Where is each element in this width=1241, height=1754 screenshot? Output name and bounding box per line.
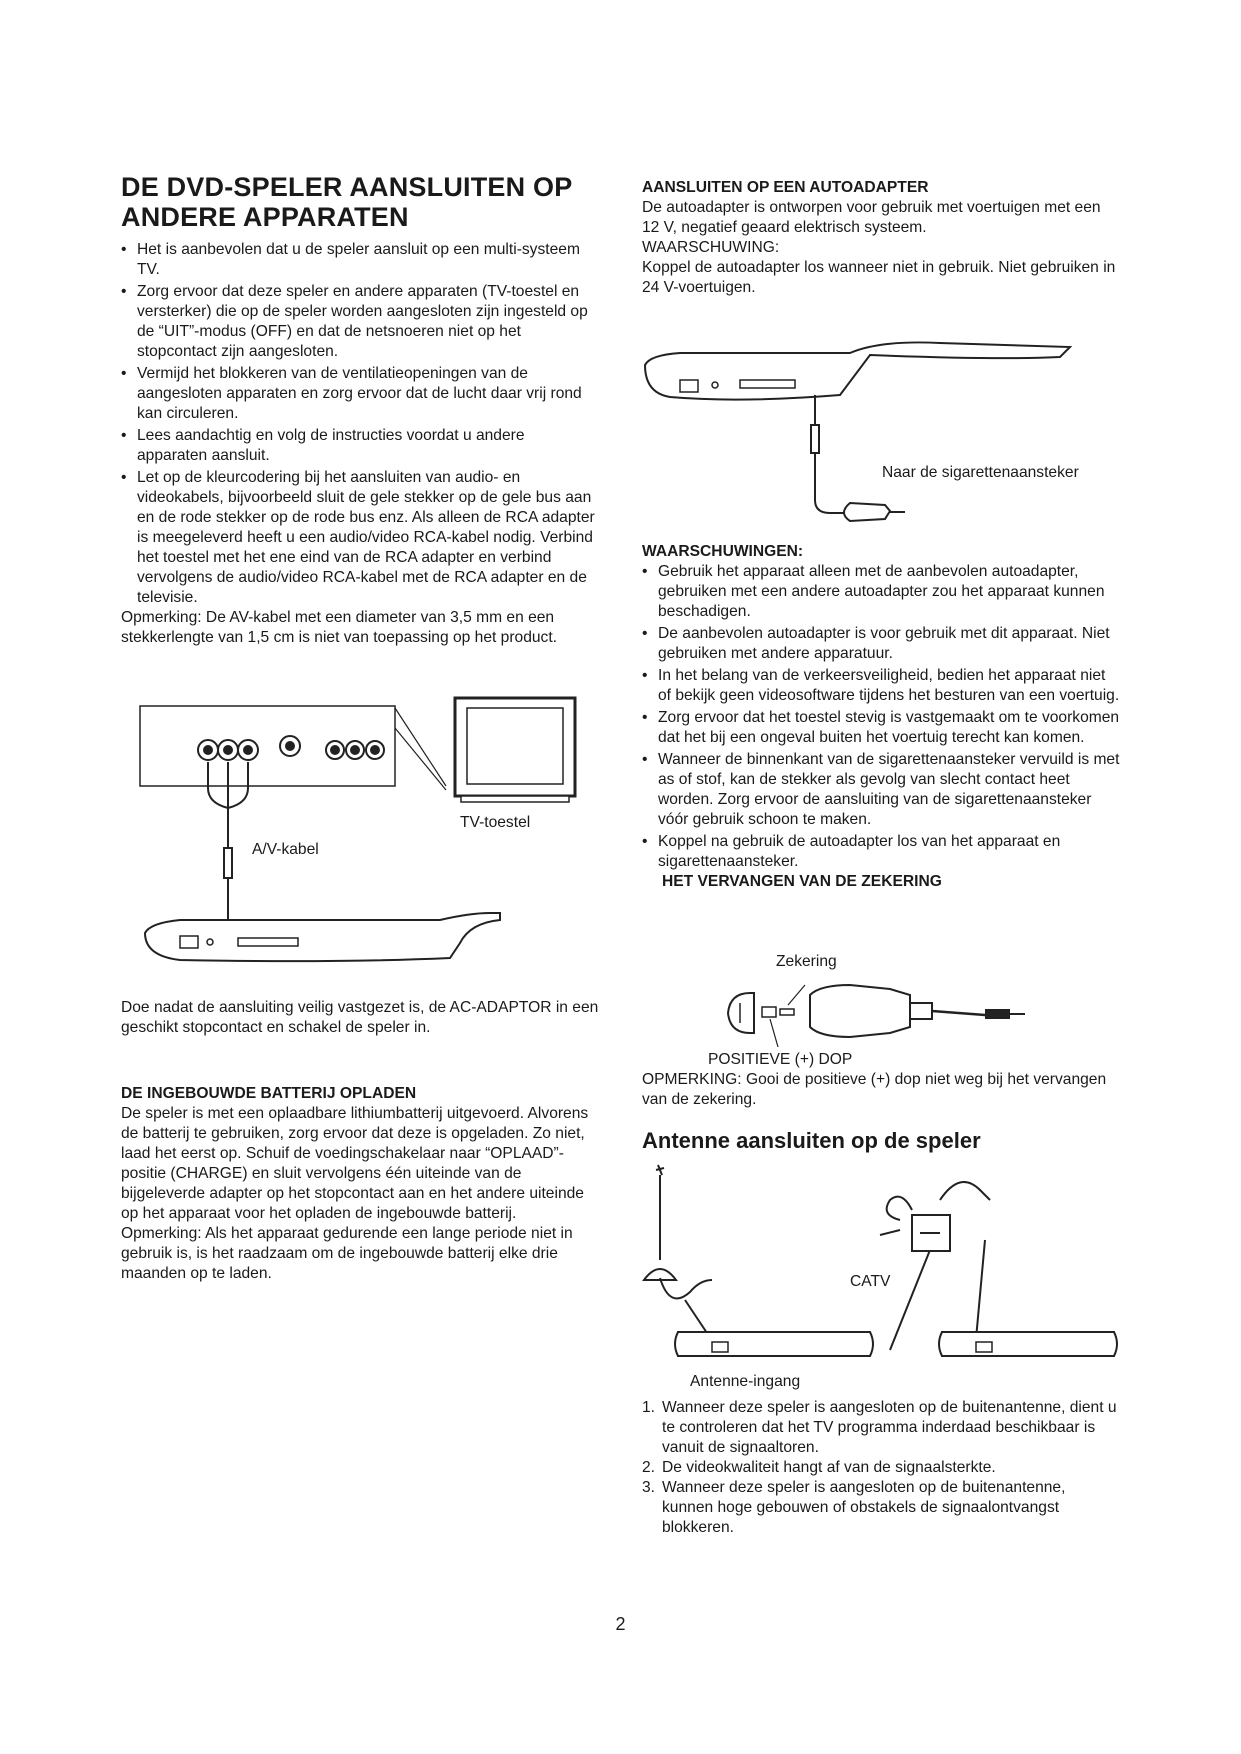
page-title	[121, 172, 611, 232]
fuse-label: Zekering	[776, 953, 837, 970]
car-adapter-heading: AANSLUITEN OP EEN AUTOADAPTER	[642, 179, 929, 196]
av-cable-label: A/V-kabel	[252, 841, 319, 858]
fuse-icon	[762, 1007, 776, 1017]
list-item: • Lees aandachtig en volg de instructies voordat u andere apparaten aansluit.	[121, 426, 599, 466]
cigarette-plug-icon	[844, 503, 890, 521]
list-item: • Het is aanbevolen dat u de speler aansluit op een multi-systeem TV.	[121, 240, 599, 280]
list-item: • Zorg ervoor dat deze speler en andere apparaten (TV-toestel en versterker) die op de speler worden aangesloten zijn ingesteld op de “UIT”-modus (OFF) en dat de netsnoeren niet op het stopcontact zijn aangesloten.	[121, 282, 599, 362]
warnings-heading: WAARSCHUWINGEN:	[642, 543, 804, 560]
antenna-input-label: Antenne-ingang	[690, 1373, 801, 1390]
positive-cap-icon	[728, 993, 754, 1033]
dvd-player-icon	[939, 1332, 1117, 1356]
battery-section	[121, 1084, 599, 1284]
list-item: • Zorg ervoor dat het toestel stevig is vastgemaakt om te voorkomen dat het bij een ongeval buiten het voertuig terecht kan komen.	[642, 708, 1120, 748]
tv-connection-diagram	[140, 698, 580, 968]
page-number: 2	[615, 1614, 626, 1634]
battery-remark: Opmerking: Als het apparaat gedurende een lange periode niet in gebruik is, is het raadzaam om de ingebouwde batterij elke drie maanden op te laden.	[121, 1225, 573, 1282]
list-item: • Gebruik het apparaat alleen met de aanbevolen autoadapter, gebruiken met een andere autoadapter zou het apparaat kunnen beschadigen.	[642, 562, 1120, 622]
list-item: • In het belang van de verkeersveiligheid, bedien het apparaat niet of bekijk geen videosoftware tijdens het besturen van een voertuig.	[642, 666, 1120, 706]
warning-text: Koppel de autoadapter los wanneer niet in gebruik. Niet gebruiken in 24 V-voertuigen.	[642, 259, 1116, 296]
antenna-notes	[642, 1398, 1120, 1538]
list-item: • De aanbevolen autoadapter is voor gebruik met dit apparaat. Niet gebruiken met andere apparatuur.	[642, 624, 1120, 664]
list-item: • Vermijd het blokkeren van de ventilatieopeningen van de aangesloten apparaten en zorg ervoor dat de lucht daar vrij rond kan circuleren.	[121, 364, 599, 424]
antenna-heading: Antenne aansluiten op de speler	[642, 1128, 981, 1153]
list-item: • Let op de kleurcodering bij het aansluiten van audio- en videokabels, bijvoorbeeld sluit de gele stekker op de gele bus aan en de rode stekker op de rode bus enz. Als alleen de RCA adapter is meegeleverd heeft u een audio/video RCA-kabel nodig. Verbind het toestel met het ene eind van de RCA adapter en verbind vervolgens de audio/video RCA-kabel met de RCA adapter en de televisie.	[121, 468, 599, 608]
car-adapter-section	[642, 178, 1120, 298]
intro-bullets	[121, 240, 599, 648]
car-adapter-text: De autoadapter is ontworpen voor gebruik met voertuigen met een 12 V, negatief geaard elektrisch systeem.	[642, 199, 1101, 236]
fuse-note: OPMERKING: Gooi de positieve (+) dop niet weg bij het vervangen van de zekering.	[642, 1071, 1107, 1108]
list-item: • Wanneer de binnenkant van de sigarettenaansteker vervuild is met as of stof, kan de stekker als gevolg van slecht contact heet worden. Zorg ervoor de aansluiting van de sigarettenaansteker vóór gebruik schoon te maken.	[642, 750, 1120, 830]
battery-heading: DE INGEBOUWDE BATTERIJ OPLADEN	[121, 1085, 417, 1102]
car-adapter-diagram	[640, 335, 1080, 535]
fuse-diagram	[720, 975, 1050, 1055]
warnings-section	[642, 542, 1120, 892]
battery-text: De speler is met een oplaadbare lithiumbatterij uitgevoerd. Alvorens de batterij te gebruiken, zorg ervoor dat deze is opgeladen. Zo niet, laad het eerst op. Schuif de voedingschakelaar naar “OPLAAD”-positie (CHARGE) en sluit vervolgens één uiteinde van de bijgeleverde adapter op het stopcontact aan en het andere uiteinde op het apparaat voor het opladen de ingebouwde batterij.	[121, 1105, 589, 1222]
after-connect-text: Doe nadat de aansluiting veilig vastgezet is, de AC-ADAPTOR in een geschikt stopcontact en schakel de speler in.	[121, 999, 599, 1036]
catv-label: CATV	[850, 1273, 891, 1290]
cigarette-plug-icon	[810, 985, 910, 1037]
page-title-line1: DE DVD-SPELER AANSLUITEN OP	[121, 172, 573, 202]
tv-label: TV-toestel	[460, 814, 531, 831]
list-item: • Koppel na gebruik de autoadapter los van het apparaat en sigarettenaansteker.	[642, 832, 1120, 872]
antenna-diagram	[640, 1160, 1120, 1360]
list-item: 3. Wanneer deze speler is aangesloten op de buitenantenne, kunnen hoge gebouwen of obstakels de signaalontvangst blokkeren.	[642, 1479, 1066, 1536]
fuse-heading: HET VERVANGEN VAN DE ZEKERING	[662, 873, 942, 890]
dvd-player-icon	[645, 342, 1070, 399]
dvd-player-icon	[675, 1332, 873, 1356]
list-item: 2. De videokwaliteit hangt af van de signaalsterkte.	[642, 1459, 996, 1476]
page-title-line2: ANDERE APPARATEN	[121, 202, 409, 232]
warning-label: WAARSCHUWING:	[642, 239, 780, 256]
list-item: 1. Wanneer deze speler is aangesloten op de buitenantenne, dient u te controleren dat het TV programma inderdaad beschikbaar is vanuit de signaaltoren.	[642, 1399, 1117, 1456]
av-cable-remark: Opmerking: De AV-kabel met een diameter van 3,5 mm en een stekkerlengte van 1,5 cm is niet van toepassing op het product.	[121, 609, 558, 646]
cap-label: POSITIEVE (+) DOP	[708, 1051, 853, 1068]
car-diagram-label: Naar de sigarettenaansteker	[882, 464, 1079, 481]
